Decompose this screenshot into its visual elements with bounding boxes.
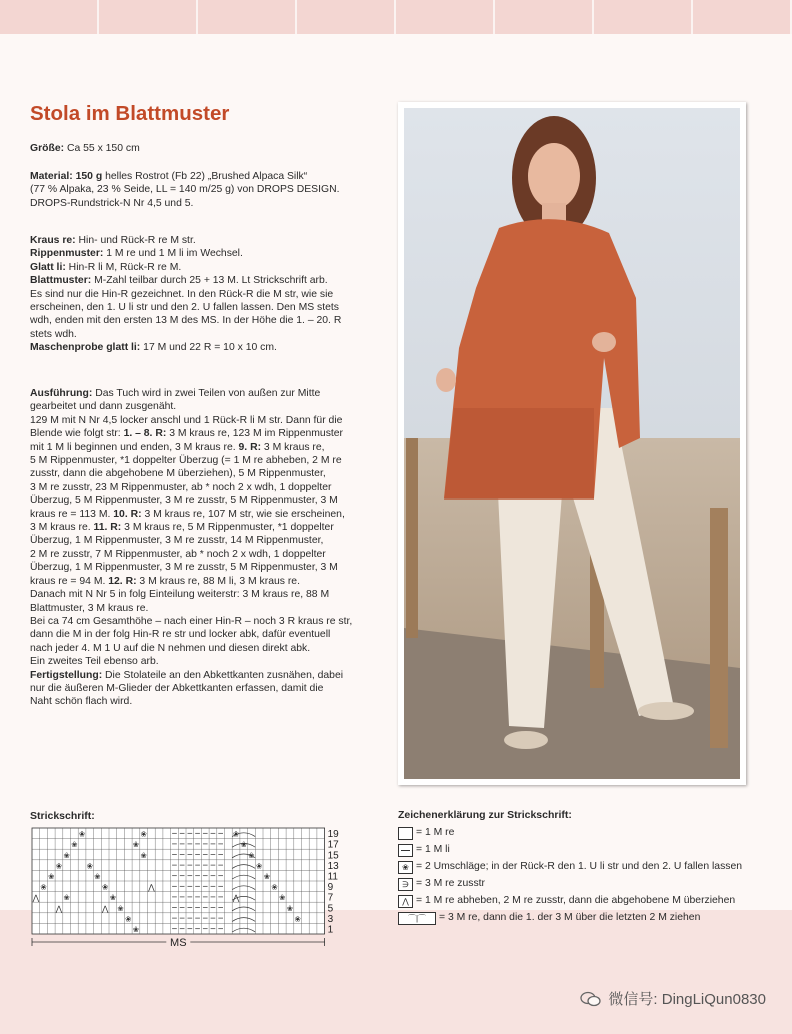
yarnover-mark: ❀ bbox=[48, 872, 55, 881]
row-number: 17 bbox=[327, 839, 339, 851]
yarnover-mark: ❀ bbox=[86, 861, 93, 871]
yarnover-symbol-icon: ❀ bbox=[398, 861, 413, 874]
legend-item-purl: = 1 M li bbox=[398, 843, 758, 857]
wechat-icon bbox=[580, 991, 602, 1007]
yarnover-mark: ❀ bbox=[248, 850, 255, 860]
legend bbox=[398, 826, 758, 928]
cable-symbol-icon: ⌒|⌒ bbox=[398, 912, 436, 925]
legend-item-cable: ⌒|⌒ = 3 M re, dann die 1. der 3 M über die letzten 2 M ziehen bbox=[398, 911, 758, 925]
yarnover-mark: ❀ bbox=[240, 840, 247, 850]
yarnover-mark: ❀ bbox=[256, 861, 263, 871]
row-number: 9 bbox=[327, 882, 334, 894]
model-photo bbox=[398, 102, 746, 785]
yarnover-mark: ❀ bbox=[271, 882, 278, 892]
yarnover-mark: ❀ bbox=[279, 893, 286, 903]
yarnover-mark: ❀ bbox=[71, 840, 78, 850]
decrease-mark: ⋀ bbox=[101, 904, 109, 914]
yarnover-mark: ❀ bbox=[140, 829, 147, 839]
yarnover-mark: ❀ bbox=[63, 893, 70, 903]
purl-symbol-icon bbox=[398, 844, 413, 857]
decrease-mark: ⋀ bbox=[232, 893, 240, 903]
yarnover-mark: ❀ bbox=[40, 882, 47, 892]
decrease-mark: ⋀ bbox=[32, 893, 40, 903]
yarnover-mark: ❀ bbox=[109, 893, 116, 903]
row-number: 19 bbox=[327, 829, 339, 841]
yarnover-mark: ❀ bbox=[132, 840, 140, 850]
yarnover-mark: ❀ bbox=[286, 903, 294, 913]
yarnover-mark: ❀ bbox=[78, 829, 86, 839]
watermark: 微信号: DingLiQun0830 bbox=[580, 988, 766, 1009]
legend-item-double-decrease: ⋀ = 1 M re abheben, 2 M re zusstr, dann die abgehobene M überziehen bbox=[398, 894, 758, 908]
legend-item-knit: = 1 M re bbox=[398, 826, 758, 840]
decrease-mark: ⋀ bbox=[148, 883, 155, 893]
legend-item-k3tog: ∋ = 3 M re zusstr bbox=[398, 877, 758, 891]
ms-label: MS bbox=[170, 937, 187, 949]
double-decrease-symbol-icon: ⋀ bbox=[398, 895, 413, 908]
yarnover-mark: ❀ bbox=[132, 925, 140, 934]
yarnover-mark: ❀ bbox=[232, 829, 240, 839]
row-number: 5 bbox=[327, 903, 334, 915]
chart-grid bbox=[30, 826, 350, 956]
row-number: 7 bbox=[327, 892, 334, 904]
yarnover-mark: ❀ bbox=[263, 872, 270, 881]
photo-illustration bbox=[404, 108, 740, 779]
page-title: Stola im Blattmuster bbox=[30, 102, 230, 125]
row-number: 11 bbox=[327, 871, 338, 883]
knit-symbol-icon bbox=[398, 827, 413, 840]
material-section: Material: 150 g helles Rostrot (Fb 22) „Brushed Alpaca Silk“ (77 % Alpaka, 23 % Seide, LL = 140 m/25 g) von DROPS DESIGN. DROPS-Rundstrick-N Nr 4,5 und 5. bbox=[30, 171, 340, 209]
row-number: 13 bbox=[327, 860, 339, 872]
yarnover-mark: ❀ bbox=[102, 882, 109, 892]
yarnover-mark: ❀ bbox=[294, 914, 301, 924]
row-number: 3 bbox=[327, 913, 334, 925]
instructions-section: Ausführung: Das Tuch wird in zwei Teilen von außen zur Mitte gearbeitet und dann zusgenäht. 129 M mit N Nr 4,5 locker anschl und 1 Rück-R li M str. Dann für die Blende wie folgt str: 1. – 8. R: 3 M kraus re, 123 M im Rippenmuster mit 1 M li beginnen und enden, 3 M kraus re. 9. R: 3 M kraus re, 5 M Rippenmuster, *1 doppelter Überzug (= 1 M re abheben, 2 M re zusstr, dann die abgehobene M überziehen), 5 M Rippenmuster, 3 M re zusstr, 23 M Rippenmuster, ab * noch 2 x wdh, 1 doppelter Überzug, 5 M Rippenmuster, 3 M re zusstr, 5 M Rippenmuster, 3 M kraus re = 113 M. 10. R: 3 M kraus re, 107 M str, wie sie erscheinen, 3 M kraus re. 11. R: 3 M kraus re, 5 M Rippenmuster, *1 doppelter Überzug, 1 M Rippenmuster, 3 M re zusstr, 14 M Rippenmuster, 2 M re zusstr, 7 M Rippenmuster, ab * noch 2 x wdh, 1 doppelter Überzug, 1 M Rippenmuster, 3 M re zusstr, 5 M Rippenmuster, 3 M kraus re = 94 M. 12. R: 3 M kraus re, 88 M li, 3 M kraus re. Danach mit N Nr 5 in folg Einteilung weiterstr: 3 M kraus re, 88 M Blattmuster, 3 M kraus re. Bei ca 74 cm Gesamthöhe – nach einer Hin-R – noch 3 R kraus re str, dann die M in der folg Hin-R re str und locker abk, dafür eventuell nach jeder 4. M 1 U auf die N nehmen und diesen direkt abk. Ein zweites Teil ebenso arb. Fertigstellung: Die Stolateile an den Abkettkanten zusnähen, dabei nur die äußeren M-Glieder der Abkettkanten erfassen, damit die Naht schön flach wird. bbox=[30, 388, 353, 708]
chart-heading: Strickschrift: bbox=[30, 810, 95, 822]
row-number: 15 bbox=[327, 850, 339, 862]
k3tog-symbol-icon: ∋ bbox=[398, 878, 413, 891]
decrease-mark: ⋀ bbox=[55, 904, 63, 914]
size-section: Größe: Ca 55 x 150 cm bbox=[30, 143, 140, 154]
top-color-band bbox=[0, 0, 792, 34]
yarnover-mark: ❀ bbox=[125, 914, 132, 924]
row-number: 1 bbox=[327, 924, 334, 936]
patterns-section: Kraus re: Hin- und Rück-R re M str. Rippenmuster: 1 M re und 1 M li im Wechsel. Glatt li: Hin-R li M, Rück-R re M. Blattmuster: M-Zahl teilbar durch 25 + 13 M. Lt Strickschrift arb. Es sind nur die Hin-R gezeichnet. In den Rück-R die M str, wie sie erscheinen, den 1. U li str und den 2. U fallen lassen. Den MS stets wdh, enden mit den ersten 13 M des MS. In der Höhe die 1. – 20. R stets wdh. Maschenprobe glatt li: 17 M und 22 R = 10 x 10 cm. bbox=[30, 235, 342, 354]
yarnover-mark: ❀ bbox=[94, 872, 101, 881]
yarnover-mark: ❀ bbox=[117, 903, 124, 913]
yarnover-mark: ❀ bbox=[140, 850, 147, 860]
yarnover-mark: ❀ bbox=[55, 861, 63, 871]
knitting-chart bbox=[30, 826, 350, 961]
yarnover-mark: ❀ bbox=[63, 850, 70, 860]
legend-heading: Zeichenerklärung zur Strickschrift: bbox=[398, 809, 572, 821]
legend-item-yarnover: ❀ = 2 Umschläge; in der Rück-R den 1. U li str und den 2. U fallen lassen bbox=[398, 860, 758, 874]
